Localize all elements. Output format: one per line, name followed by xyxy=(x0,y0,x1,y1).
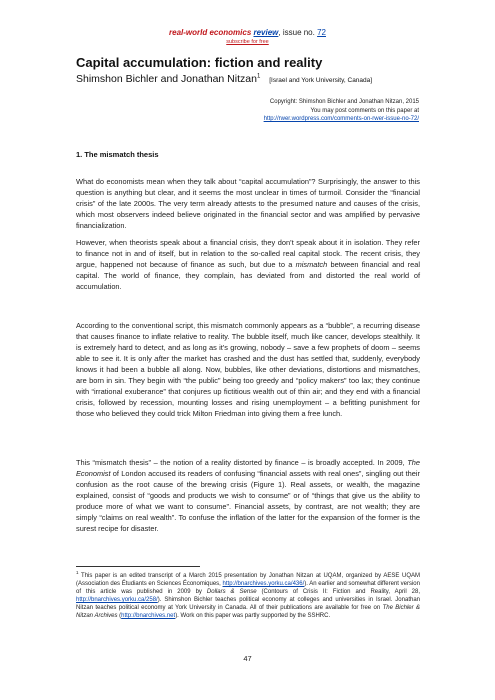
paragraph-3-text-b: the market has crashed and the dust has settled that, suddenly, everybody knows it had been a bubble all along. Now, bubbles, like other deviations, distortions and mismatches, are born in sin. They begin with “the public” being too greedy and “policy makers” too lax; they continue with “irrational exuberance” that conjures up fictitious wealth out of thin air; and they end with a financial crisis, followed by recession, mounting losses and rising unemployment – a befitting punishment for those who believed they could trick Milton Friedman into giving them a free lunch. xyxy=(76,354,420,418)
section-heading: 1. The mismatch thesis xyxy=(76,150,159,159)
paragraph-2 xyxy=(76,237,420,292)
paragraph-4-emphasis: The Economist xyxy=(76,458,420,478)
article-title: Capital accumulation: fiction and reality xyxy=(76,55,323,70)
copyright-line: Copyright: Shimshon Bichler and Jonathan Nitzan, 2015 xyxy=(269,99,419,105)
footnote-emphasis-1: Dollars & Sense xyxy=(206,589,257,595)
author-names: Shimshon Bichler and Jonathan Nitzan xyxy=(76,73,257,85)
paragraph-4-text-b: of London accused its readers of confusing “financial assets with real ones”, singling out their confusion as the root cause of the brewing crisis (Figure 1). Real assets, or wealth, the magazine explained, consist of “goods and products we wish to consume” or of “things that give us the ability to produce more of what we want to consume”. Financial assets, by contrast, are not wealth; they are simply “claims on real wealth”. To confuse the inflation of the latter for the expansion of the former is the surest recipe for disaster. xyxy=(76,469,420,533)
footnote-link-2[interactable]: http://bnarchives.yorku.ca/258/ xyxy=(76,597,158,603)
author-affiliation: [Israel and York University, Canada] xyxy=(269,77,373,84)
footnote-text-2: ). An earlier and somewhat different version of this article was published in 2009 by xyxy=(76,581,420,595)
footnote-text-1: This paper is an edited transcript of a March 2015 presentation by Jonathan Nitzan at UQAM, organized by AESE UQAM (Association des Étudiants en Sciences Économiques, xyxy=(76,573,420,587)
paragraph-2-text-b: between financial and real capital. The world of finance, they complain, has deviated from and distorted the real world of accumulation. xyxy=(76,260,420,291)
paragraph-4 xyxy=(76,457,420,534)
copyright-block xyxy=(264,98,419,124)
footnote-text-3: (Contours of Crisis II: Fiction and Reality, April 28, xyxy=(256,589,420,595)
footnote-text-5: ( xyxy=(117,613,122,619)
issue-number-link[interactable]: 72 xyxy=(317,28,326,37)
comments-link[interactable]: http://rwer.wordpress.com/comments-on-rwer-issue-no-72/ xyxy=(263,116,419,122)
journal-review-link[interactable]: review xyxy=(253,28,279,37)
page-number: 47 xyxy=(243,654,252,663)
paragraph-2-emphasis: mismatch xyxy=(295,260,328,269)
paragraph-3-emphasis: after xyxy=(154,354,170,363)
paragraph-3-text-a: According to the conventional script, this mismatch commonly appears as a “bubble”, a recurring disease that causes finance to inflate relative to reality. The bubble itself, much like cancer, develops stealthily. It is extremely hard to detect, and as long as it’s growing, nobody – save a few prophets of doom – seems able to see it. It is only xyxy=(76,321,420,363)
footnote-text-6: ). Work on this paper was partly supported by the SSHRC. xyxy=(175,613,331,619)
paragraph-3 xyxy=(76,320,420,419)
comments-note: You may post comments on this paper at xyxy=(310,107,419,114)
subscribe-link[interactable]: subscribe for free xyxy=(226,39,269,45)
footnote-text-4: ). Shimshon Bichler teaches political economy at colleges and universities in Israel. Jonathan Nitzan teaches political economy at York University in Canada. All of their publications are available for free on xyxy=(76,597,420,611)
journal-masthead xyxy=(0,28,495,46)
issue-label: , issue no. xyxy=(278,28,318,37)
footnote-emphasis-2: The Bichler & Nitzan Archives xyxy=(76,605,421,619)
paragraph-4-text-a: This “mismatch thesis” – the notion of a reality distorted by finance – is broadly accepted. In 2009, xyxy=(76,458,408,467)
paragraph-1: What do economists mean when they talk about “capital accumulation”? Surprisingly, the answer to this question is anything but clear, and it seems the most unclear in times of turmoil. Consider the “financial crisis” of the late 2000s. The very term already attests to the presumed nature and causes of the crisis, which most observers indeed believe originated in the financial sector and was amplified by pervasive financialization. xyxy=(76,177,420,230)
article-authors xyxy=(76,73,372,85)
footnote-marker: 1 xyxy=(76,570,79,575)
footnote-link-3[interactable]: http://bnarchives.net xyxy=(121,613,176,619)
footnote xyxy=(76,569,420,620)
footnote-ref[interactable]: 1 xyxy=(256,73,261,80)
journal-name: real-world economics xyxy=(169,28,254,37)
footnote-link-1[interactable]: http://bnarchives.yorku.ca/436/ xyxy=(222,581,305,587)
footnote-divider xyxy=(76,566,200,567)
paragraph-2-text-a: However, when theorists speak about a financial crisis, they don’t speak about it in isolation. They refer to finance not in and of itself, but in relation to the so-called real capital stock. The recent crisis, they argue, happened not because of finance as such, but due to a xyxy=(76,238,420,269)
